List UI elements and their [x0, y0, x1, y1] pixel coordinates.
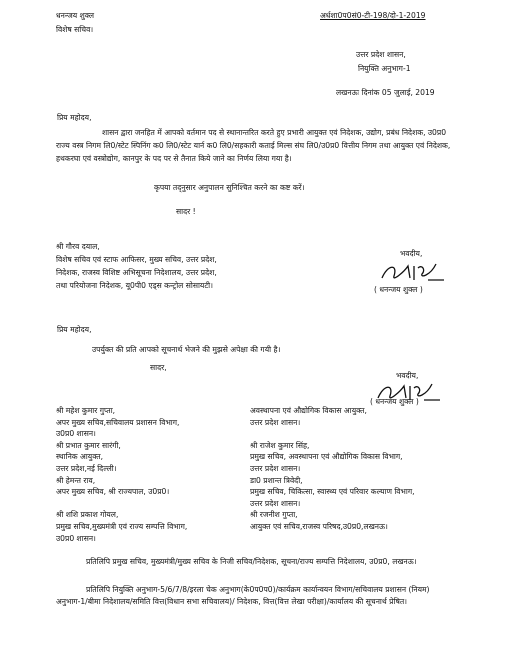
second-signature-caption: ( धनन्जय शुक्ल ): [370, 397, 419, 406]
request-line: कृपया तद्नुसार अनुपालन सुनिश्चित करने का कष्ट करें।: [154, 183, 305, 192]
section-name: नियुक्ति अनुभाग-1: [358, 64, 411, 73]
office-name: उत्तर प्रदेश शासन,: [356, 50, 406, 59]
copy-right-line: उत्तर प्रदेश शासन।: [250, 498, 301, 508]
copy-right-spacer: [250, 428, 500, 440]
copy-right-line: श्री राजेश कुमार सिंह,: [250, 440, 310, 450]
second-sign-off: भवदीय,: [396, 371, 419, 380]
copy-left-line: अपर मुख्य सचिव, श्री राज्यपाल, उ0प्र0।: [56, 487, 170, 497]
copy-right-line: प्रमुख सचिव, चिकित्सा, स्वास्थ्य एवं परिवार कल्याण विभाग,: [250, 487, 415, 497]
salutation: प्रिय महोदय,: [57, 113, 92, 122]
addressee-line: निदेशक, राजस्व विशिष्ट अभिसूचना निदेशालय, उत्तर प्रदेश,: [56, 268, 217, 277]
copy-left-line: श्री महेश कुमार गुप्ता,: [56, 406, 116, 415]
closing: सादर !: [176, 207, 196, 216]
copy-left-line: उत्तर प्रदेश,नई दिल्ली।: [56, 463, 117, 473]
copy-left-line: प्रमुख सचिव,मुख्यमंत्री एवं राज्य सम्पत्ति विभाग,: [56, 521, 188, 531]
reference-number: अर्धशा0प0सं0-टी-198/दो-1-2019: [320, 11, 426, 20]
copy-left-line: उ0प्र0 शासन।: [56, 429, 96, 439]
signature-image: [378, 260, 448, 284]
copy-note-2: प्रतिलिपि नियुक्ति अनुभाग-5/6/7/8/इरला चेक अनुभाग(के0प0प0)/कार्यक्रम कार्यान्वयन विभाग/सचिवालय प्रशासन (नियम) अनुभाग-1/बीमा निदेशालय/समिति वित्त(विधान सभा सचिवालय)/ निदेशक, वित्त(वित्त लेखा परीक्षा)/कार्यालय की सूचनार्थ प्रेषित।: [56, 585, 430, 606]
copy-right-line: उत्तर प्रदेश शासन।: [250, 463, 301, 473]
second-closing: सादर,: [150, 363, 167, 372]
copy-left-line: श्री शशि प्रकाश गोयल,: [56, 510, 119, 520]
place-date: लखनऊः दिनांक 05 जुलाई, 2019: [336, 88, 435, 97]
copy-left-line: उ0प्र0 शासन।: [56, 533, 96, 543]
sender-designation: विशेष सचिव।: [56, 25, 94, 34]
signature-caption: ( धनन्जय शुक्ल ): [374, 285, 423, 294]
copy-note-1: प्रतिलिपि प्रमुख सचिव, मुख्यमंत्री/मुख्य सचिव के निजी सचिव/निदेशक, सूचना/राज्य सम्पत्ति निदेशालय, उ0प्र0, लखनऊ।: [86, 557, 417, 566]
copy-left-line: श्री प्रभात कुमार सारंगी,: [56, 440, 121, 450]
copy-right-line: प्रमुख सचिव, अवस्थापना एवं औद्योगिक विकास विभाग,: [250, 452, 403, 462]
addressee-block: [56, 240, 356, 292]
copy-left-line: अपर मुख्य सचिव,सचिवालय प्रशासन विभाग,: [56, 417, 180, 427]
sign-off: भवदीय,: [400, 249, 423, 258]
copy-left-line: श्री हेमन्त राव,: [56, 475, 96, 485]
copy-right-line: उत्तर प्रदेश शासन।: [250, 417, 301, 427]
second-salutation: प्रिय महोदय,: [57, 325, 92, 334]
letter-body: शासन द्वारा जनहित में आपको वर्तमान पद से स्थानान्तरित करते हुए प्रभारी आयुक्त एवं निदेशक, उद्योग, प्रबंध निदेशक, उ0प्र0 राज्य वस्त्र निगम लि0/स्टेट स्पिनिंग क0 लि0/स्टेट यार्न क0 लि0/सहकारी कताई मिल्स संघ लि0/उ0प्र0 वित्तीय निगम तथा आयुक्त एवं निदेशक, हथकरघा एवं वस्त्रोद्योग, कानपुर के पद पर से तैनात किये जाने का निर्णय लिया गया है।: [56, 128, 451, 163]
copy-list-right: [250, 405, 500, 533]
sender-name: धनन्जय शुक्ल: [56, 11, 95, 20]
addressee-line: श्री गौरव दयाल,: [56, 242, 100, 251]
copy-right-line: श्री रजनीश गुप्ता,: [250, 510, 298, 520]
copy-right-line: आयुक्त एवं सचिव,राजस्व परिषद,उ0प्र0,लखनऊ।: [250, 521, 388, 531]
copy-right-line: डा0 प्रशान्त त्रिवेदी,: [250, 475, 303, 485]
addressee-line: तथा परियोजना निदेशक, यू0पी0 एड्स कन्ट्रोल सोसायटी।: [56, 281, 214, 290]
addressee-line: विशेष सचिव एवं स्टाफ आफिसर, मुख्य सचिव, उत्तर प्रदेश,: [56, 255, 217, 264]
second-body: उपर्युक्त की प्रति आपको सूचनार्थ भेजने की मुझसे अपेक्षा की गयी है।: [92, 345, 281, 354]
copy-left-spacer: [56, 498, 246, 510]
copy-left-line: स्थानिक आयुक्त,: [56, 452, 104, 462]
copy-list-left: [56, 405, 246, 544]
copy-right-line: अवस्थापना एवं औद्योगिक विकास आयुक्त,: [250, 406, 367, 415]
